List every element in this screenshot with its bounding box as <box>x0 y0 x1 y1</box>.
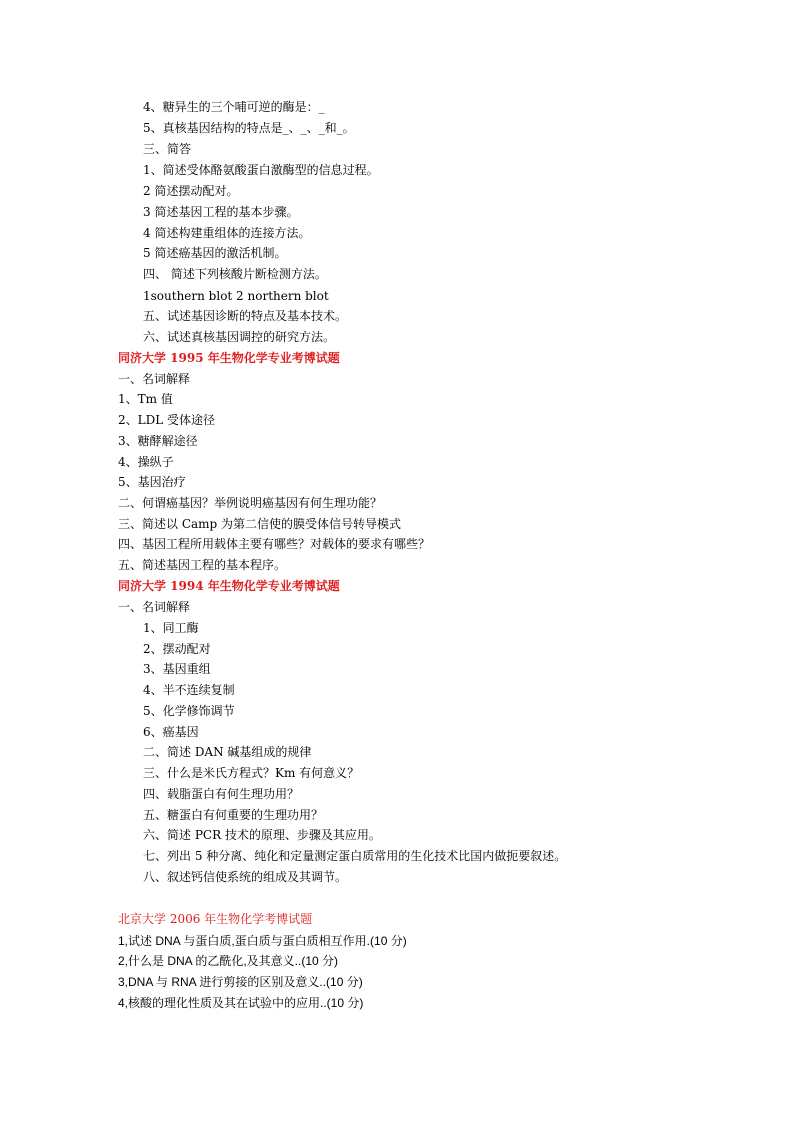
list-item: 5、基因治疗 <box>118 475 186 489</box>
section-heading: 三、简答 <box>143 142 192 156</box>
list-item: 1southern blot 2 northern blot <box>143 289 329 303</box>
list-item: 1、Tm 值 <box>118 392 173 406</box>
question-5: 5、真核基因结构的特点是_、_、_和_。 <box>143 121 355 135</box>
section-heading: 四、基因工程所用载体主要有哪些？对载体的要求有哪些？ <box>118 537 431 551</box>
question-4: 4、糖异生的三个哺可逆的酶是：_ <box>143 100 325 114</box>
list-item: 1、简述受体酪氨酸蛋白激酶型的信息过程。 <box>143 163 379 177</box>
list-item: 4、半不连续复制 <box>143 683 235 697</box>
list-item: 2 简述摆动配对。 <box>143 184 239 198</box>
list-item: 3、基因重组 <box>143 662 211 676</box>
section-heading: 六、试述真核基因调控的研究方法。 <box>143 330 336 344</box>
section-heading: 四、载脂蛋白有何生理功用？ <box>143 787 300 801</box>
section-heading: 三、简述以 Camp 为第二信使的膜受体信号转导模式 <box>118 517 402 531</box>
section-heading: 三、什么是米氏方程式？Km 有何意义？ <box>143 766 360 780</box>
section-heading: 二、何谓癌基因？举例说明癌基因有何生理功能？ <box>118 496 383 510</box>
list-item: 1、同工酶 <box>143 621 199 635</box>
list-item: 2,什么是 DNA 的乙酰化,及其意义..(10 分) <box>118 954 339 968</box>
section-heading: 四、 简述下列核酸片断检测方法。 <box>143 267 327 281</box>
list-item: 3,DNA 与 RNA 进行剪接的区别及意义..(10 分) <box>118 975 363 989</box>
list-item: 6、癌基因 <box>143 725 199 739</box>
section-heading: 八、叙述钙信使系统的组成及其调节。 <box>143 870 348 884</box>
list-item: 5、化学修饰调节 <box>143 704 235 718</box>
list-item: 2、LDL 受体途径 <box>118 413 216 427</box>
list-item: 2、摆动配对 <box>143 642 211 656</box>
list-item: 3 简述基因工程的基本步骤。 <box>143 205 299 219</box>
exam-title-pku-2006: 北京大学 2006 年生物化学考博试题 <box>118 912 313 926</box>
list-item: 5 简述癌基因的激活机制。 <box>143 246 287 260</box>
section-heading: 七、列出 5 种分离、纯化和定量测定蛋白质常用的生化技术比国内做扼要叙述。 <box>143 849 567 863</box>
list-item: 4,核酸的理化性质及其在试验中的应用..(10 分) <box>118 996 364 1010</box>
list-item: 4、操纵子 <box>118 455 174 469</box>
list-item: 3、糖酵解途径 <box>118 434 198 448</box>
section-heading: 五、试述基因诊断的特点及基本技术。 <box>143 309 348 323</box>
exam-title-tongji-1994: 同济大学 1994 年生物化学专业考博试题 <box>118 579 340 593</box>
section-heading: 五、糖蛋白有何重要的生理功用？ <box>143 808 324 822</box>
section-heading: 五、简述基因工程的基本程序。 <box>118 558 287 572</box>
section-heading: 一、名词解释 <box>118 372 191 386</box>
section-heading: 六、简述 PCR 技术的原理、步骤及其应用。 <box>143 828 381 842</box>
exam-title-tongji-1995: 同济大学 1995 年生物化学专业考博试题 <box>118 351 340 365</box>
list-item: 1,试述 DNA 与蛋白质,蛋白质与蛋白质相互作用.(10 分) <box>118 934 407 948</box>
list-item: 4 简述构建重组体的连接方法。 <box>143 226 311 240</box>
section-heading: 一、名词解释 <box>118 600 191 614</box>
section-heading: 二、简述 DAN 碱基组成的规律 <box>143 745 312 759</box>
